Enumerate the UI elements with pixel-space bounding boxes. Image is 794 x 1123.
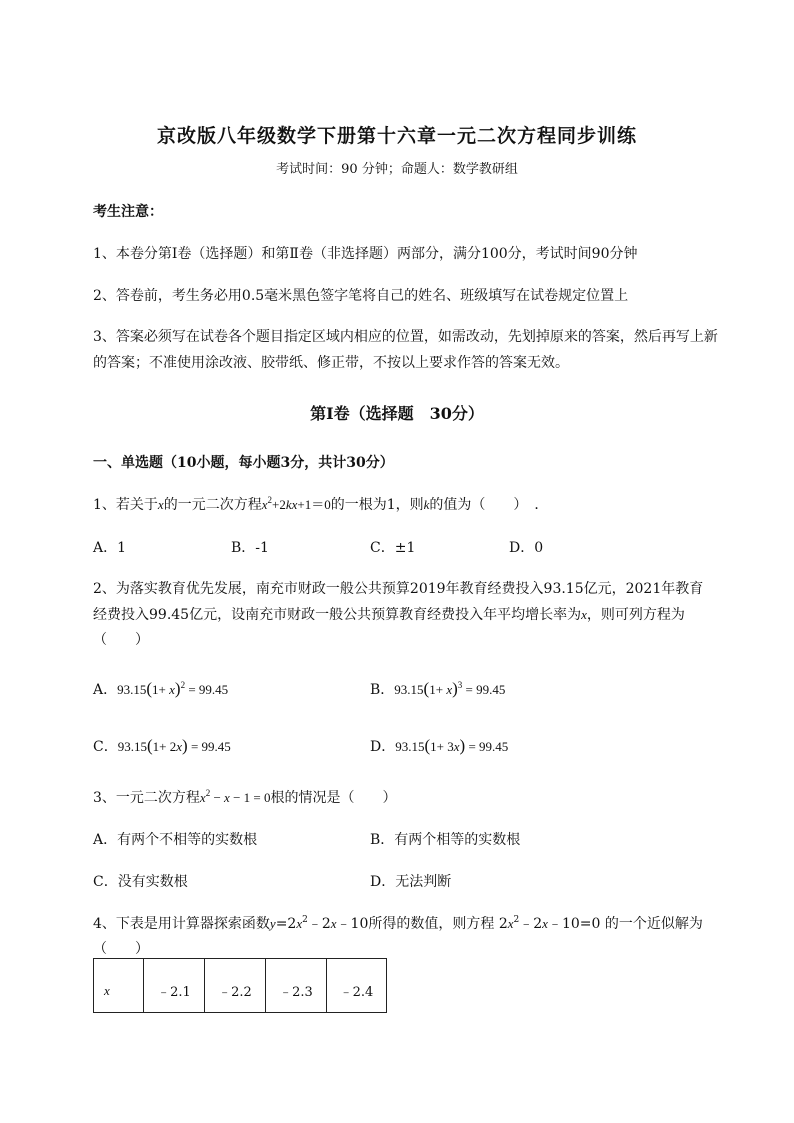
table-row [94, 959, 387, 1013]
table-header-x: x [94, 959, 144, 1013]
q1-text-4: 的值为（ ） ． [429, 497, 549, 513]
exam-info: 考试时间：90 分钟；命题人：数学教研组 [276, 162, 518, 177]
q3-option-b: B．有两个相等的实数根 [370, 832, 521, 848]
table-cell: ﹣2.2 [205, 959, 266, 1013]
page-title: 京改版八年级数学下册第十六章一元二次方程同步训练 [156, 125, 637, 147]
q2-line-1: 2、为落实教育优先发展，南充市财政一般公共预算2019年教育经费投入93.15亿元，2021年教育 [93, 581, 704, 597]
notice-item-2: 2、答卷前，考生务必用0.5毫米黑色签字笔将自己的姓名、班级填写在试卷规定位置上 [93, 288, 629, 304]
table-cell: ﹣2.1 [144, 959, 205, 1013]
q1-var-k: k [423, 497, 430, 512]
table-cell: ﹣2.4 [327, 959, 387, 1013]
q4-line-2: （ ） [93, 941, 149, 957]
q1-option-d: D．0 [509, 540, 544, 556]
q3-option-c: C．没有实数根 [93, 874, 188, 890]
q2-line-2: 经费投入99.45亿元，设南充市财政一般公共预算教育经费投入年平均增长率为x，则可列方程为 [93, 607, 685, 623]
q1-text-2: 的一元二次方程 [163, 497, 262, 513]
q1-option-b: B．-1 [231, 540, 269, 556]
question-4: 4、下表是用计算器探索函数$y=2x^2﹣2x﹣10$所得的数值，则方程 $2x^2﹣2x﹣10=0$ 的一个近似解为 [93, 915, 703, 932]
notice-item-1: 1、本卷分第Ⅰ卷（选择题）和第Ⅱ卷（非选择题）两部分，满分100分，考试时间90分钟 [93, 246, 638, 262]
calculator-table [93, 958, 387, 1013]
q2-option-b: B．$93.15(1+ x)^3 = 99.45$ [370, 679, 506, 698]
q2-option-c: C．93.15(1+ 2x) = 99.45 [93, 736, 231, 755]
table-cell: ﹣2.3 [266, 959, 327, 1013]
notice-heading: 考生注意： [93, 204, 163, 220]
q1-option-c: C．±1 [370, 540, 416, 556]
question-3: 3、一元二次方程$x^2 - x - 1 = 0$根的情况是（ ） [93, 788, 397, 806]
q3-equation: $x^2 - x - 1 = 0$ [199, 788, 271, 805]
q1-text-3: 的一根为1，则 [330, 497, 424, 513]
q2-var-x: x [581, 607, 587, 622]
part-heading: 一、单选题（10小题，每小题3分，共计30分） [93, 455, 394, 471]
q2-option-a: A．$93.15(1+ x)^2 = 99.45$ [93, 679, 229, 698]
q3-option-a: A．有两个不相等的实数根 [93, 832, 258, 848]
section-title: 第Ⅰ卷（选择题 30分） [310, 404, 484, 423]
q3-option-d: D．无法判断 [370, 874, 452, 890]
q1-equation: $x^2+2kx+1=0$ [261, 495, 331, 512]
q1-text-1: 1、若关于 [93, 497, 158, 513]
notice-item-3-line-2: 的答案；不准使用涂改液、胶带纸、修正带，不按以上要求作答的答案无效。 [93, 355, 569, 371]
q1-option-a: A．1 [93, 540, 127, 556]
q2-line-3: （ ） [93, 632, 149, 648]
q1-var-x: x [157, 497, 164, 512]
question-1 [93, 494, 548, 514]
notice-item-3-line-1: 3、答案必须写在试卷各个题目指定区域内相应的位置，如需改动，先划掉原来的答案，然后再写上新 [93, 329, 718, 345]
q2-option-d: D．93.15(1+ 3x) = 99.45 [370, 736, 509, 755]
